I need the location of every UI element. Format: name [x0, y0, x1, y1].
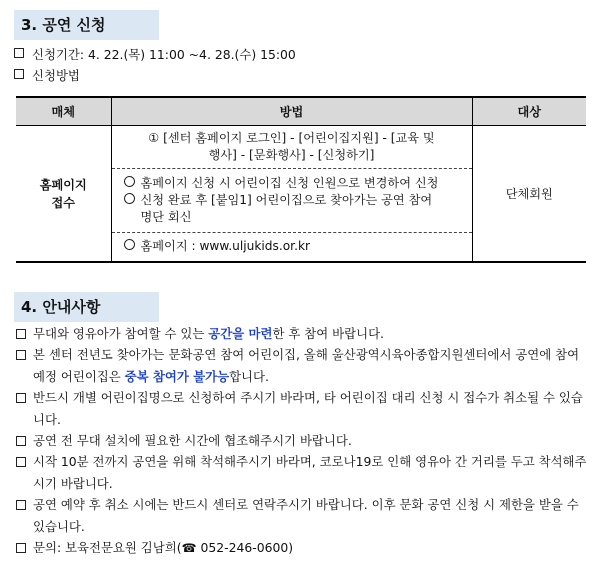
- step-text-2: 행사] - [문화행사] - [신청하기]: [208, 148, 375, 162]
- media-line-1: 홈페이지: [39, 177, 87, 192]
- phone-icon: ☎: [181, 541, 197, 556]
- header-method: 방법: [111, 97, 472, 126]
- header-target: 대상: [472, 97, 586, 126]
- apply-period-text: 신청기간: 4. 22.(목) 11:00 ~4. 28.(수) 15:00: [32, 47, 296, 62]
- checkbox-bullet-icon: [14, 48, 24, 58]
- step-number: ①: [148, 131, 160, 145]
- circle-bullet-icon: [124, 193, 135, 204]
- method-note-1: 홈페이지 신청 시 어린이집 신청 인원으로 변경하여 신청: [140, 176, 439, 190]
- checkbox-bullet-icon: [16, 350, 26, 360]
- method-homepage: [112, 233, 472, 261]
- contact-number: 052-246-0600): [196, 540, 294, 556]
- table-row: [16, 126, 586, 263]
- contact-prefix: 문의: 보육전문요원 김남희(: [33, 540, 182, 556]
- note-highlight: 공간을 마련: [208, 326, 273, 341]
- list-item: [14, 494, 592, 537]
- list-item: [14, 430, 592, 451]
- list-item: [14, 323, 592, 344]
- note-text: 본 센터 전년도 찾아가는 문화공연 참여 어린이집, 올해 울산광역시육아종합지원센터에서 공연에 참여 예정 어린이집은: [33, 347, 580, 384]
- note-text: 공연 전 무대 설치에 필요한 시간에 협조해주시기 바랍니다.: [33, 433, 352, 449]
- section-3-title: 3. 공연 신청: [14, 10, 159, 40]
- list-item: [14, 344, 592, 387]
- list-item: [14, 387, 592, 430]
- method-steps: [112, 126, 472, 169]
- apply-period: [14, 45, 596, 65]
- checkbox-bullet-icon: [16, 543, 26, 553]
- notice-list: [14, 323, 592, 559]
- note-text: 무대와 영유아가 참여할 수 있는: [33, 326, 209, 341]
- header-media: 매체: [16, 97, 111, 126]
- circle-bullet-icon: [124, 239, 135, 250]
- note-text: 공연 예약 후 취소 시에는 반드시 센터로 연락주시기 바랍니다. 이후 문화 공연 신청 시 제한을 받을 수 있습니다.: [33, 497, 579, 534]
- media-cell: [16, 126, 111, 263]
- checkbox-bullet-icon: [16, 457, 26, 467]
- target-cell: 단체회원: [472, 126, 586, 263]
- contact-item: [14, 537, 592, 559]
- circle-bullet-icon: [124, 176, 135, 187]
- table-header-row: [16, 97, 586, 126]
- method-cell: [111, 126, 472, 263]
- checkbox-bullet-icon: [14, 69, 24, 79]
- homepage-url[interactable]: 홈페이지 : www.uljukids.or.kr: [140, 239, 311, 253]
- checkbox-bullet-icon: [16, 393, 26, 403]
- checkbox-bullet-icon: [16, 436, 26, 446]
- checkbox-bullet-icon: [16, 329, 26, 339]
- checkbox-bullet-icon: [16, 500, 26, 510]
- note-text: 반드시 개별 어린이집명으로 신청하여 주시기 바라며, 타 어린이집 대리 신청 시 접수가 취소될 수 있습니다.: [33, 390, 583, 427]
- method-note-2: 신청 완료 후 [붙임1] 어린이집으로 찾아가는 공연 참여: [140, 193, 433, 207]
- step-text-1: [센터 홈페이지 로그인] - [어린이집지원] - [교육 및: [163, 131, 435, 145]
- note-text-end: 합니다.: [229, 368, 269, 384]
- method-notes: [112, 169, 472, 233]
- media-line-2: 접수: [51, 195, 76, 210]
- section-4-title: 4. 안내사항: [14, 292, 159, 322]
- application-table: [16, 96, 586, 263]
- note-text: 시작 10분 전까지 공연을 위해 착석해주시기 바라며, 코로나19로 인해 영유아 간 거리를 두고 착석해주시기 바랍니다.: [33, 454, 587, 491]
- method-note-2b: 명단 회신: [140, 210, 192, 224]
- apply-method: [14, 66, 596, 86]
- list-item: [14, 451, 592, 494]
- note-highlight: 중복 참여가 불가능: [124, 368, 230, 384]
- note-text-end: 한 후 참여 바랍니다.: [272, 326, 384, 341]
- apply-method-text: 신청방법: [32, 68, 80, 83]
